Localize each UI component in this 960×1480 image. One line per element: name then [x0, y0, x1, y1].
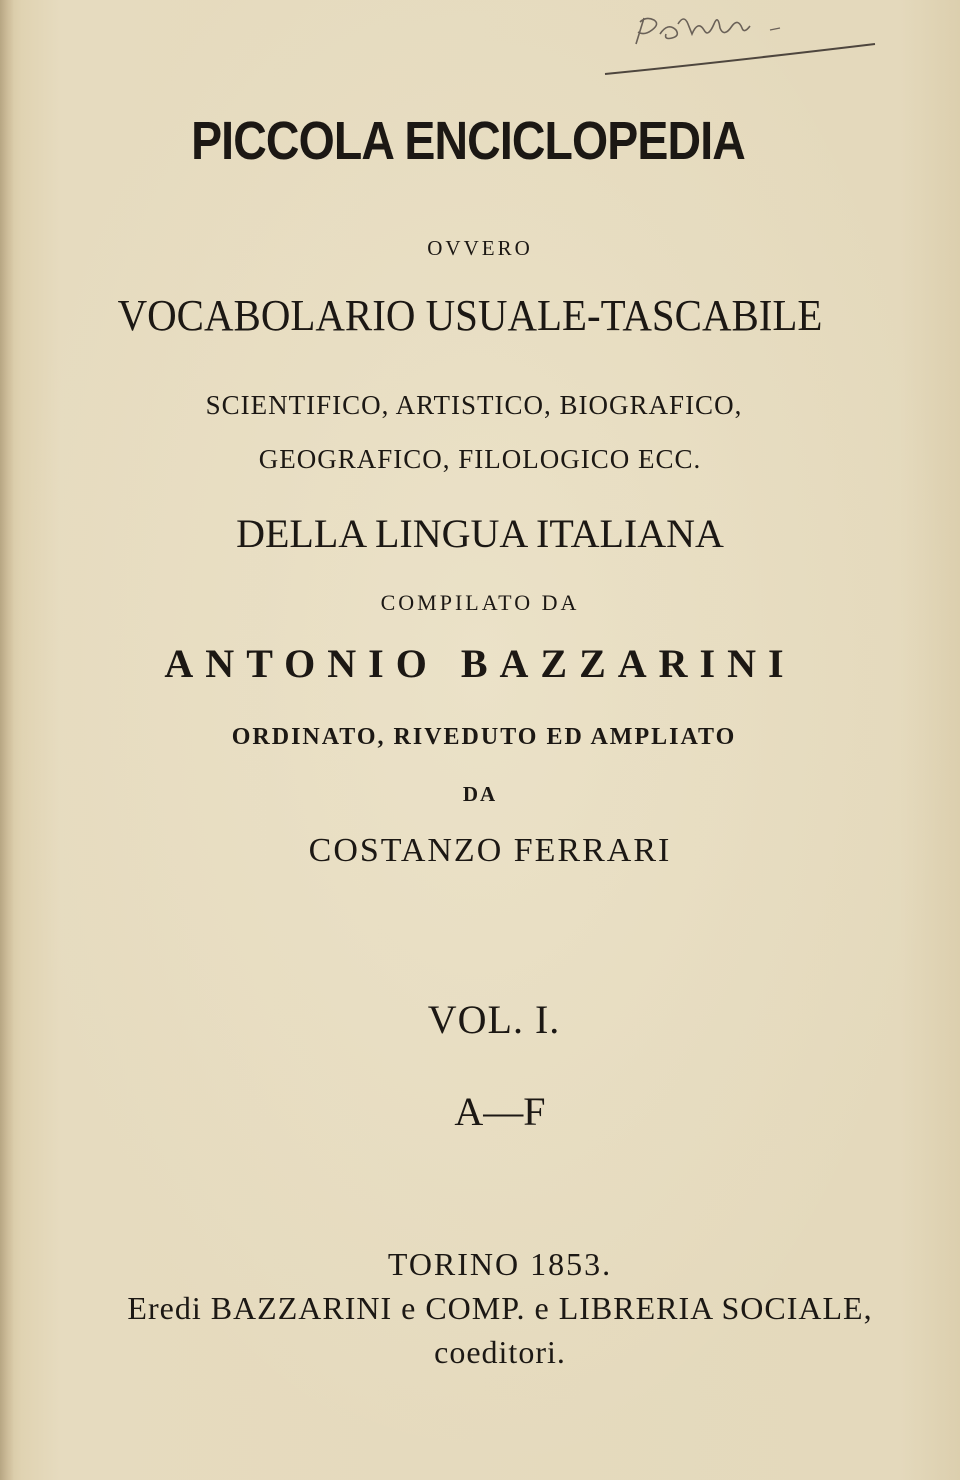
author-name: ANTONIO BAZZARINI — [164, 641, 796, 686]
language-line: DELLA LINGUA ITALIANA — [236, 511, 724, 556]
description-line-1: SCIENTIFICO, ARTISTICO, BIOGRAFICO, — [205, 390, 743, 420]
compiled-by-label: COMPILATO DA — [380, 590, 580, 615]
revision-note: ORDINATO, RIVEDUTO ED AMPLIATO — [231, 724, 737, 750]
book-subtitle: VOCABOLARIO USUALE-TASCABILE — [117, 291, 823, 340]
place-year: TORINO 1853. — [387, 1246, 613, 1282]
publisher: Eredi BAZZARINI e COMP. e LIBRERIA SOCIALE, — [127, 1290, 873, 1326]
handwritten-signature — [600, 4, 900, 84]
volume-number: VOL. I. — [427, 997, 561, 1042]
by-label: DA — [462, 782, 498, 806]
editor-name: COSTANZO FERRARI — [308, 832, 672, 869]
letter-range: A—F — [454, 1089, 546, 1134]
description-line-2: GEOGRAFICO, FILOLOGICO ECC. — [258, 444, 702, 474]
book-title: PICCOLA ENCICLOPEDIA — [191, 111, 745, 171]
publisher-role: coeditori. — [434, 1334, 566, 1370]
title-connector: OVVERO — [427, 236, 533, 260]
